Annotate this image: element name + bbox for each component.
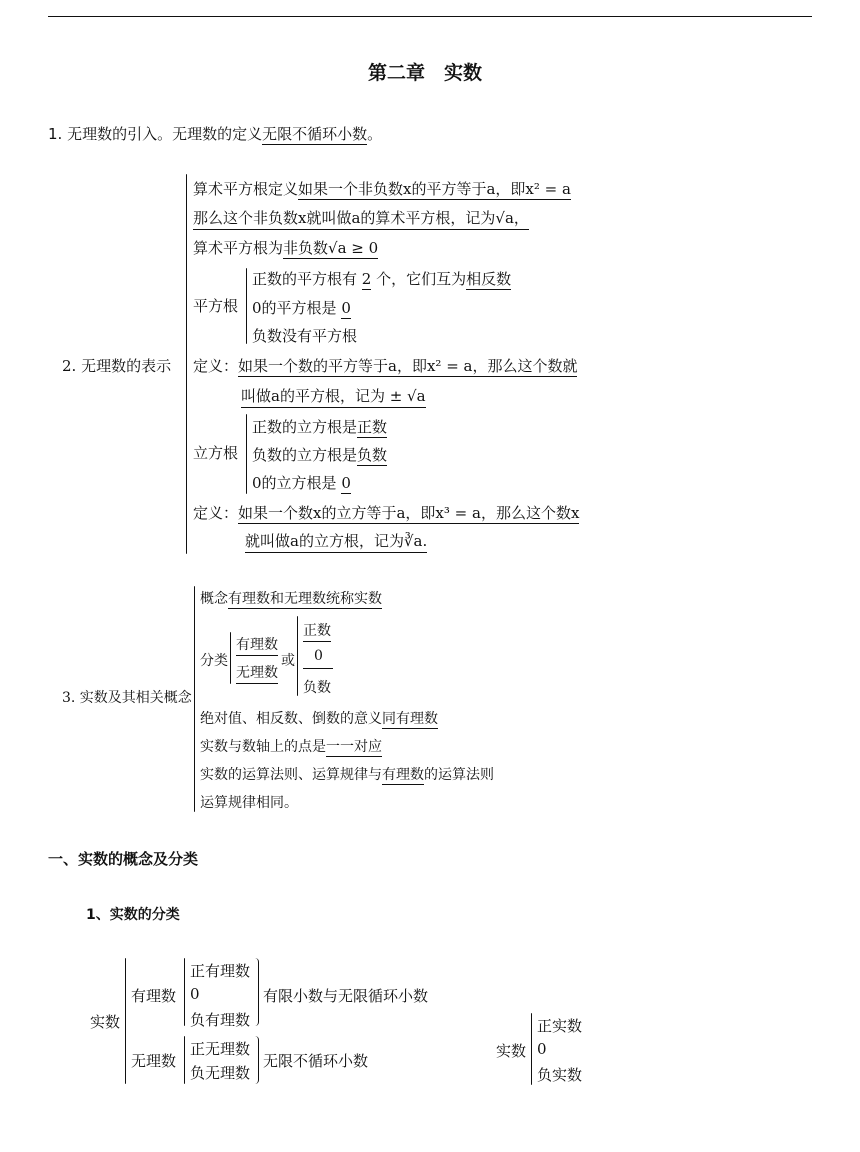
top-rule <box>48 16 812 17</box>
section-1-line <box>48 123 382 144</box>
sq-def-line2: 叫做a的平方根，记为 ± √a <box>241 385 426 408</box>
d1a: 定义： <box>193 357 239 375</box>
tree1-r1: 正有理数 <box>190 962 251 980</box>
s2-l1b: 如果一个非负数x的平方等于a，即x² = a <box>298 180 571 198</box>
classify-brace <box>230 632 231 684</box>
tree1-rational-brace <box>184 958 185 1026</box>
classify-pos: 正数 <box>303 620 331 642</box>
tree2-a: 正实数 <box>537 1017 583 1035</box>
d1b: 如果一个数的平方等于a，即x² = a，那么这个数就 <box>238 357 578 375</box>
cb-line3 <box>252 472 351 493</box>
c1b: 有理数和无理数统称实数 <box>228 591 382 607</box>
cube-root-brace <box>246 414 247 494</box>
s2-brace <box>186 174 187 554</box>
c4a: 实数与数轴上的点是 <box>200 739 326 755</box>
chapter-title: 第二章 实数 <box>368 62 483 84</box>
s2-line3 <box>193 237 378 258</box>
tree1-rational-close-brace <box>254 958 259 1026</box>
c5c: 的运算法则 <box>424 767 494 783</box>
sq-def-line1 <box>193 355 577 376</box>
tree1-rational: 有理数 <box>131 987 177 1005</box>
s3-line1 <box>200 588 382 608</box>
s2-label: 2. 无理数的表示 <box>62 357 172 375</box>
s3-brace <box>194 586 195 812</box>
cb2b: 负数 <box>357 446 388 464</box>
tree1-root: 实数 <box>90 1013 121 1031</box>
classify-zero-rule <box>303 668 333 669</box>
cb-def-line1 <box>193 502 579 523</box>
c1a: 概念 <box>200 591 228 607</box>
c5b: 有理数 <box>382 767 424 783</box>
cb1a: 正数的立方根是 <box>252 418 358 436</box>
tree1-i1: 正无理数 <box>190 1040 251 1058</box>
classify-rational: 有理数 <box>236 634 278 656</box>
tree1-irrational-close-brace <box>254 1036 259 1084</box>
sq2b: 0 <box>341 299 351 317</box>
s3-line3 <box>200 708 438 728</box>
tree2-brace <box>531 1013 532 1085</box>
sq1d: 相反数 <box>466 270 512 288</box>
classify-label: 分类 <box>200 653 228 669</box>
s2-line1 <box>193 178 571 199</box>
tree1-r3: 负有理数 <box>190 1011 251 1029</box>
sq2a: 0的平方根是 <box>252 299 337 317</box>
s3-line4 <box>200 736 382 756</box>
c3a: 绝对值、相反数、倒数的意义 <box>200 711 382 727</box>
sq1c: 个，它们互为 <box>376 270 467 288</box>
classify-or: 或 <box>281 653 295 669</box>
cb3b: 0 <box>341 474 351 492</box>
s3-line6: 运算规律相同。 <box>200 795 298 811</box>
tree1-rational-desc: 有限小数与无限循环小数 <box>263 987 429 1005</box>
c3b: 同有理数 <box>382 711 438 727</box>
classify-neg: 负数 <box>303 680 331 696</box>
tree2-root: 实数 <box>496 1042 527 1060</box>
sq1a: 正数的平方根有 <box>252 270 358 288</box>
cb-line2 <box>252 444 387 465</box>
classify-brace-2 <box>297 616 298 696</box>
s2-line2: 那么这个非负数x就叫做a的算术平方根，记为√a， <box>193 207 529 230</box>
tree1-i2: 负无理数 <box>190 1064 251 1082</box>
tree1-root-brace <box>125 958 126 1084</box>
tree1-irrational-desc: 无限不循环小数 <box>263 1052 369 1070</box>
cb2a: 负数的立方根是 <box>252 446 358 464</box>
sq1b: 2 <box>361 270 372 288</box>
s1-prefix: 1. 无理数的引入。无理数的定义 <box>48 125 263 143</box>
s3-label: 3. 实数及其相关概念 <box>62 690 192 706</box>
sq-line3: 负数没有平方根 <box>252 327 358 345</box>
classify-irrational: 无理数 <box>236 662 278 684</box>
s2-l3b: 非负数√a ≥ 0 <box>283 239 379 257</box>
cube-root-label: 立方根 <box>193 444 239 462</box>
cb-def-line2: 就叫做a的立方根，记为∛a. <box>245 530 427 553</box>
square-root-brace <box>246 268 247 344</box>
s2-l3a: 算术平方根为 <box>193 239 284 257</box>
s1-end: 。 <box>367 125 383 143</box>
square-root-label: 平方根 <box>193 297 239 315</box>
subsection-heading-1: 1、实数的分类 <box>86 907 180 923</box>
sq-line1 <box>252 268 511 289</box>
cb-line1 <box>252 416 387 437</box>
tree2-c: 负实数 <box>537 1066 583 1084</box>
tree1-r2: 0 <box>190 985 200 1003</box>
sq-line2 <box>252 297 351 318</box>
s3-line5 <box>200 764 494 784</box>
cb3a: 0的立方根是 <box>252 474 337 492</box>
cb1b: 正数 <box>357 418 388 436</box>
c4b: 一一对应 <box>326 739 382 755</box>
s2-l1a: 算术平方根定义 <box>193 180 299 198</box>
tree1-irrational: 无理数 <box>131 1052 177 1070</box>
e1b: 如果一个数x的立方等于a，即x³ = a，那么这个数x <box>238 504 580 522</box>
s1-def: 无限不循环小数 <box>262 125 368 143</box>
c5a: 实数的运算法则、运算规律与 <box>200 767 382 783</box>
e1a: 定义： <box>193 504 239 522</box>
tree1-irrational-brace <box>184 1036 185 1084</box>
classify-zero: 0 <box>314 648 323 664</box>
tree2-b: 0 <box>537 1040 547 1058</box>
section-heading-1: 一、实数的概念及分类 <box>48 850 199 868</box>
